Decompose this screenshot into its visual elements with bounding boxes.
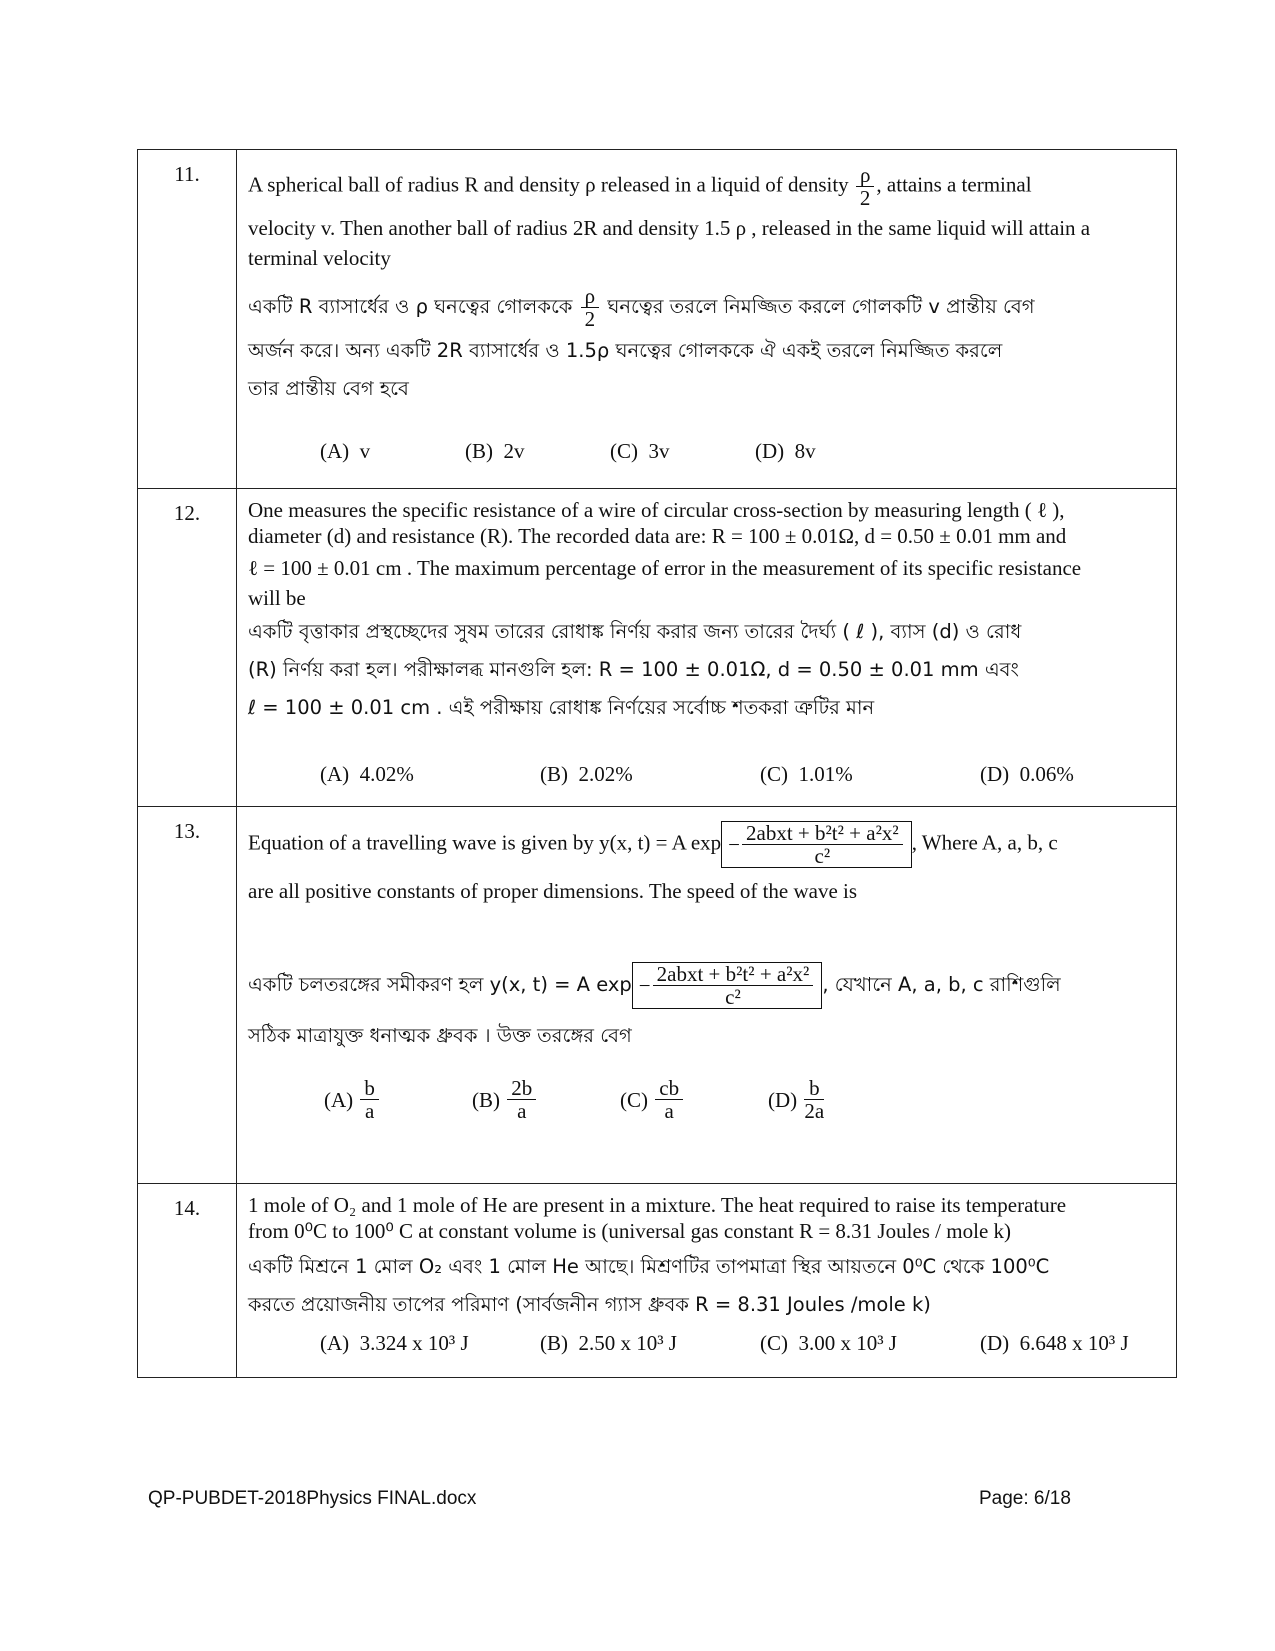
fraction-numerator: ρ	[581, 285, 599, 308]
fraction-denominator: a	[664, 1099, 674, 1123]
footer-page-number: Page: 6/18	[979, 1488, 1071, 1509]
question-text-line: diameter (d) and resistance (R). The recorded data are: R = 100 ± 0.01Ω, d = 0.50 ± 0.01 mm and	[248, 524, 1067, 548]
text-segment: , Where A, a, b, c	[911, 830, 1058, 855]
question-text-line: করতে প্রয়োজনীয় তাপের পরিমাণ (সার্বজনীন গ্যাস ধ্রুবক R = 8.31 Joules /mole k)	[248, 1293, 931, 1316]
question-number: 11.	[138, 150, 237, 489]
option-c	[760, 761, 980, 787]
text-segment: , attains a terminal	[876, 172, 1032, 197]
option-label: (A)	[324, 1087, 354, 1112]
question-number: 13.	[138, 807, 237, 1184]
option-value: 1.01%	[798, 762, 853, 786]
option-label: (B)	[540, 762, 568, 786]
option-value: v	[359, 439, 371, 463]
option-label: (D)	[755, 439, 785, 463]
question-body	[237, 150, 1177, 489]
question-text-line: (R) নির্ণয় করা হল। পরীক্ষালব্ধ মানগুলি হল: R = 100 ± 0.01Ω, d = 0.50 ± 0.01 mm এবং	[248, 658, 1019, 681]
bracket-expression	[632, 962, 823, 1009]
options-row	[248, 1077, 1166, 1122]
text-segment: একটি চলতরঙ্গের সমীকরণ হল y(x, t) = A exp	[248, 973, 632, 996]
option-value: 3.00 x 10³ J	[798, 1331, 897, 1355]
question-number: 12.	[138, 489, 237, 807]
fraction	[742, 822, 903, 867]
option-label: (A)	[320, 439, 350, 463]
question-row-12	[138, 489, 1177, 807]
fraction-denominator: c²	[814, 844, 831, 868]
question-text-line: ℓ = 100 ± 0.01 cm . The maximum percentage of error in the measurement of its specific resistance	[248, 556, 1082, 580]
option-d	[755, 438, 900, 464]
fraction-numerator: 2abxt + b²t² + a²x²	[742, 822, 903, 845]
fraction-denominator: a	[517, 1099, 527, 1123]
options-row	[248, 438, 1166, 464]
option-fraction	[507, 1077, 536, 1122]
question-body	[237, 1184, 1177, 1378]
option-value: 2v	[503, 439, 525, 463]
option-value: 8v	[794, 439, 816, 463]
option-a	[320, 761, 540, 787]
fraction-denominator: 2	[859, 186, 871, 210]
option-label: (B)	[540, 1331, 568, 1355]
option-fraction	[360, 1077, 379, 1122]
minus-sign: −	[728, 832, 740, 857]
question-text-bn	[248, 285, 1166, 330]
text-segment: ঘনত্বের তরলে নিমজ্জিত করলে গোলকটি v প্রান্তীয় বেগ	[607, 295, 1035, 318]
fraction-numerator: b	[804, 1077, 824, 1100]
question-text-line: velocity v. Then another ball of radius 2R and density 1.5 ρ , released in the same liquid will attain a	[248, 216, 1091, 240]
question-text-line: ℓ = 100 ± 0.01 cm . এই পরীক্ষায় রোধাঙ্ক নির্ণয়ের সর্বোচ্চ শতকরা ত্রুটির মান	[248, 696, 875, 719]
footer-filename: QP-PUBDET-2018Physics FINAL.docx	[148, 1488, 477, 1509]
fraction-denominator: a	[364, 1099, 375, 1123]
option-label: (C)	[620, 1087, 648, 1112]
option-label: (A)	[320, 762, 350, 786]
option-label: (B)	[472, 1087, 500, 1112]
option-a	[324, 1077, 472, 1122]
fraction	[581, 285, 599, 330]
option-label: (D)	[980, 1331, 1010, 1355]
option-fraction	[655, 1077, 683, 1122]
option-value: 6.648 x 10³ J	[1019, 1331, 1129, 1355]
question-text-line: terminal velocity	[248, 246, 391, 270]
bracket-expression	[721, 821, 912, 868]
question-body	[237, 807, 1177, 1184]
option-c	[610, 438, 755, 464]
option-c	[760, 1330, 980, 1356]
option-label: (C)	[610, 439, 638, 463]
option-label: (D)	[768, 1087, 798, 1112]
question-text-line: from 0⁰C to 100⁰ C at constant volume is (universal gas constant R = 8.31 Joules / mole k)	[248, 1219, 1012, 1243]
fraction-numerator: b	[360, 1077, 379, 1100]
fraction-denominator: 2	[584, 307, 596, 331]
option-b	[540, 761, 760, 787]
question-row-14	[138, 1184, 1177, 1378]
option-d	[768, 1077, 916, 1122]
question-text-line: সঠিক মাত্রাযুক্ত ধনাত্মক ধ্রুবক । উক্ত তরঙ্গের বেগ	[248, 1024, 632, 1047]
question-text-line: একটি বৃত্তাকার প্রস্থচ্ছেদের সুষম তারের রোধাঙ্ক নির্ণয় করার জন্য তারের দৈর্ঘ্য ( ℓ ), ব্যাস (d) ও রোধ	[248, 620, 1022, 643]
option-d	[980, 761, 1140, 787]
text-segment: Equation of a travelling wave is given by y(x, t) = A exp	[248, 830, 722, 855]
option-d	[980, 1330, 1150, 1356]
question-text-en	[248, 164, 1166, 209]
question-text-en	[248, 821, 1166, 868]
option-value: 4.02%	[359, 762, 414, 786]
question-text-line: One measures the specific resistance of a wire of circular cross-section by measuring length ( ℓ ),	[248, 498, 1065, 522]
options-row	[248, 1330, 1166, 1356]
question-text-line: will be	[248, 586, 306, 610]
option-a	[320, 1330, 540, 1356]
option-b	[465, 438, 610, 464]
options-row	[248, 761, 1166, 787]
fraction	[653, 963, 814, 1008]
option-label: (A)	[320, 1331, 350, 1355]
text-segment: একটি R ব্যাসার্ধের ও ρ ঘনত্বের গোলককে	[248, 295, 573, 318]
option-a	[320, 438, 465, 464]
option-label: (C)	[760, 1331, 788, 1355]
option-b	[472, 1077, 620, 1122]
option-value: 3v	[648, 439, 670, 463]
question-row-11	[138, 150, 1177, 489]
question-text-line: অর্জন করে। অন্য একটি 2R ব্যাসার্ধের ও 1.5ρ ঘনত্বের গোলককে ঐ একই তরলে নিমজ্জিত করলে	[248, 339, 1003, 362]
text-segment: A spherical ball of radius R and density ρ released in a liquid of density	[248, 172, 849, 197]
question-table	[137, 149, 1177, 1378]
option-label: (D)	[980, 762, 1010, 786]
option-label: (C)	[760, 762, 788, 786]
option-b	[540, 1330, 760, 1356]
option-value: 3.324 x 10³ J	[359, 1331, 469, 1355]
fraction-denominator: c²	[725, 985, 741, 1009]
option-value: 0.06%	[1019, 762, 1074, 786]
question-text-line: are all positive constants of proper dimensions. The speed of the wave is	[248, 879, 858, 903]
fraction-numerator: 2abxt + b²t² + a²x²	[653, 963, 814, 986]
question-text-line: 1 mole of O₂ and 1 mole of He are present in a mixture. The heat required to raise its temperature	[248, 1193, 1067, 1217]
question-number: 14.	[138, 1184, 237, 1378]
fraction-numerator: cb	[655, 1077, 683, 1100]
fraction-numerator: ρ	[856, 164, 874, 187]
fraction-denominator: 2a	[804, 1099, 825, 1123]
question-body	[237, 489, 1177, 807]
question-row-13	[138, 807, 1177, 1184]
question-text-line: একটি মিশ্রনে 1 মোল O₂ এবং 1 মোল He আছে। মিশ্রণটির তাপমাত্রা স্থির আয়তনে 0⁰C থেকে 100⁰C	[248, 1255, 1050, 1278]
question-text-line: তার প্রান্তীয় বেগ হবে	[248, 377, 409, 400]
option-value: 2.02%	[578, 762, 633, 786]
fraction	[856, 164, 874, 209]
option-c	[620, 1077, 768, 1122]
text-segment: , যেখানে A, a, b, c রাশিগুলি	[822, 973, 1061, 996]
option-value: 2.50 x 10³ J	[578, 1331, 677, 1355]
fraction-numerator: 2b	[507, 1077, 536, 1100]
minus-sign: −	[638, 973, 651, 998]
option-label: (B)	[465, 439, 493, 463]
option-fraction	[804, 1077, 824, 1122]
question-text-bn	[248, 962, 1166, 1009]
